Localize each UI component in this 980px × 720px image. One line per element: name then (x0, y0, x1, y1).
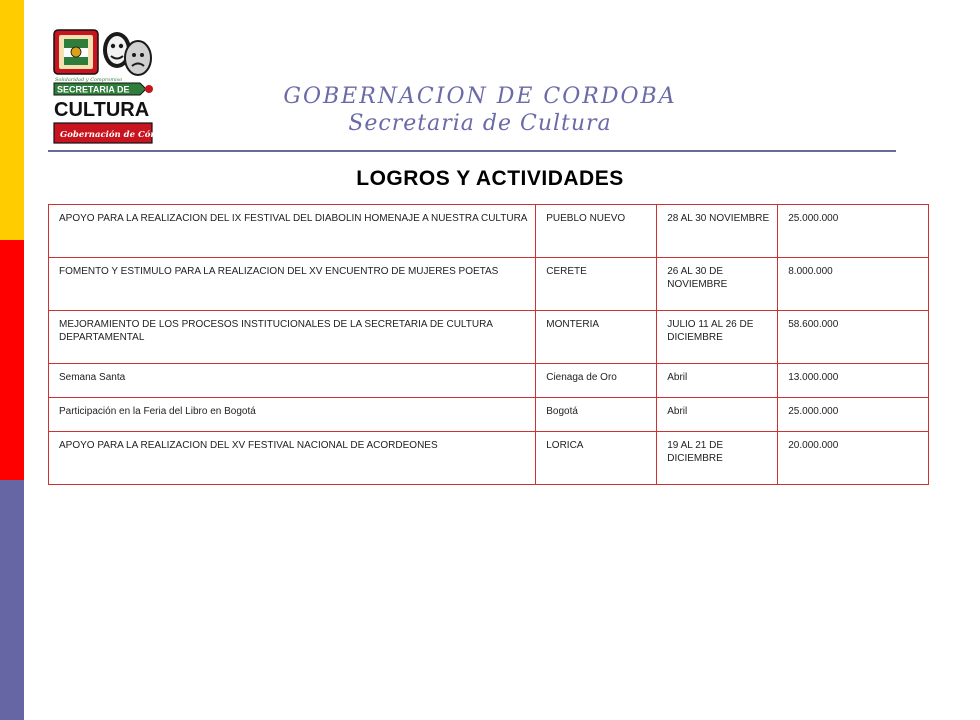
side-stripe-blue (0, 480, 24, 720)
place-cell: PUEBLO NUEVO (536, 205, 657, 258)
date-cell: Abril (657, 398, 778, 432)
date-cell: JULIO 11 AL 26 DE DICIEMBRE (657, 311, 778, 364)
table-row (49, 311, 929, 364)
activity-cell: APOYO PARA LA REALIZACION DEL XV FESTIVAL NACIONAL DE ACORDEONES (49, 432, 536, 485)
table-row (49, 364, 929, 398)
amount-cell: 58.600.000 (778, 311, 929, 364)
header-title: GOBERNACION DE CORDOBA (283, 84, 677, 109)
place-cell: Cienaga de Oro (536, 364, 657, 398)
amount-cell: 25.000.000 (778, 205, 929, 258)
header-divider (48, 150, 896, 152)
date-cell: Abril (657, 364, 778, 398)
logo-bar-text: Gobernación de Córdoba (60, 130, 178, 140)
place-cell: MONTERIA (536, 311, 657, 364)
activity-cell: Participación en la Feria del Libro en Bogotá (49, 398, 536, 432)
date-cell: 28 AL 30 NOVIEMBRE (657, 205, 778, 258)
logo-word: CULTURA (54, 99, 150, 121)
date-cell: 19 AL 21 DE DICIEMBRE (657, 432, 778, 485)
place-cell: LORICA (536, 432, 657, 485)
table-row (49, 258, 929, 311)
table-row (49, 432, 929, 485)
side-stripe-red (0, 240, 24, 480)
place-cell: CERETE (536, 258, 657, 311)
header-subtitle: Secretaria de Cultura (348, 111, 612, 136)
table-row (49, 398, 929, 432)
section-title: LOGROS Y ACTIVIDADES (356, 167, 624, 190)
activity-cell: MEJORAMIENTO DE LOS PROCESOS INSTITUCIONALES DE LA SECRETARIA DE CULTURA DEPARTAMENTAL (49, 311, 536, 364)
amount-cell: 25.000.000 (778, 398, 929, 432)
table-row (49, 205, 929, 258)
amount-cell: 13.000.000 (778, 364, 929, 398)
amount-cell: 20.000.000 (778, 432, 929, 485)
activity-cell: Semana Santa (49, 364, 536, 398)
date-cell: 26 AL 30 DE NOVIEMBRE (657, 258, 778, 311)
activity-cell: APOYO PARA LA REALIZACION DEL IX FESTIVAL DEL DIABOLIN HOMENAJE A NUESTRA CULTURA (49, 205, 536, 258)
logo-ribbon-text: SECRETARIA DE (57, 84, 130, 95)
activity-cell: FOMENTO Y ESTIMULO PARA LA REALIZACION DEL XV ENCUENTRO DE MUJERES POETAS (49, 258, 536, 311)
activities-table (48, 204, 929, 485)
amount-cell: 8.000.000 (778, 258, 929, 311)
place-cell: Bogotá (536, 398, 657, 432)
logo-tagline: Solidaridad y Compromiso (55, 77, 123, 83)
